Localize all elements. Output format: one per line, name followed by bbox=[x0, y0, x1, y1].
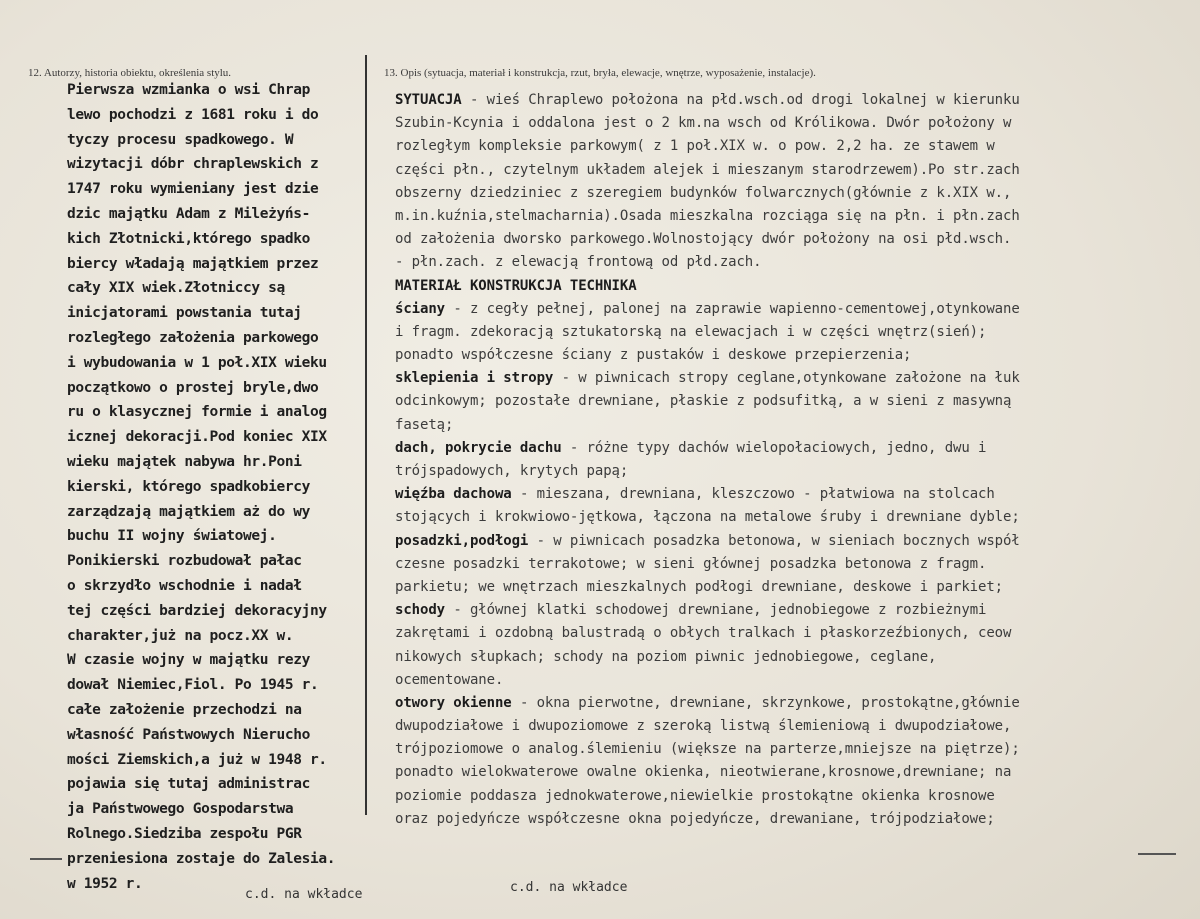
section-heading: dach, pokrycie dachu bbox=[395, 439, 562, 456]
description-text: - różne typy dachów wielopołaciowych, jedno, dwu i bbox=[561, 439, 987, 456]
section-heading: posadzki,podłogi bbox=[395, 532, 529, 549]
history-text-line: o skrzydło wschodnie i nadał bbox=[67, 577, 302, 594]
description-text-line bbox=[395, 89, 1185, 112]
history-text-line: 1747 roku wymieniany jest dzie bbox=[67, 181, 319, 198]
section-heading: otwory okienne bbox=[395, 694, 512, 711]
description-text: oraz pojedyńcze współczesne okna pojedyńcze, drewaniane, trójpodziałowe; bbox=[395, 810, 995, 827]
description-text-line bbox=[395, 553, 1185, 576]
description-text: m.in.kuźnia,stelmacharnia).Osada mieszkalna rozciąga się na płn. i płn.zach bbox=[395, 207, 1020, 224]
history-text-line: dzic majątku Adam z Mileżyńs- bbox=[67, 205, 311, 222]
history-text-line: w 1952 r. bbox=[67, 875, 143, 892]
left-column-header: 12. Autorzy, historia obiektu, określenia stylu. bbox=[28, 67, 232, 79]
description-text: trójpoziomowe o analog.ślemieniu (większe na parterze,mniejsze na piętrze); bbox=[395, 741, 1020, 758]
history-text-line: inicjatorami powstania tutaj bbox=[67, 305, 302, 322]
description-text-line bbox=[395, 228, 1185, 251]
history-text-line: rozległego założenia parkowego bbox=[67, 329, 319, 346]
description-text: - z cegły pełnej, palonej na zaprawie wapienno-cementowej,otynkowane bbox=[444, 300, 1020, 317]
history-text-line: początkowo o prostej bryle,dwo bbox=[67, 379, 319, 396]
history-text-line: przeniesiona zostaje do Zalesia. bbox=[67, 850, 336, 867]
description-text-line bbox=[395, 761, 1185, 784]
description-text-line bbox=[395, 483, 1185, 506]
section-heading: więźba dachowa bbox=[395, 486, 512, 503]
section-heading: MATERIAŁ KONSTRUKCJA TECHNIKA bbox=[395, 277, 637, 294]
description-text-line bbox=[395, 275, 1185, 298]
description-text-line bbox=[395, 182, 1185, 205]
history-text-line: pojawia się tutaj administrac bbox=[67, 776, 311, 793]
section-heading: sklepienia i stropy bbox=[395, 370, 554, 387]
history-text-line: buchu II wojny światowej. bbox=[67, 528, 277, 545]
history-text-line: wizytacji dóbr chraplewskich z bbox=[67, 156, 319, 173]
description-text-line bbox=[395, 808, 1185, 831]
description-text: parkietu; we wnętrzach mieszkalnych podłogi drewniane, deskowe i parkiet; bbox=[395, 578, 1003, 595]
right-margin-dash bbox=[1138, 853, 1176, 855]
right-column-header: 13. Opis (sytuacja, materiał i konstrukcja, rzut, bryła, elewacje, wnętrze, wyposażenie, instalacje). bbox=[384, 67, 816, 79]
description-text-line bbox=[395, 321, 1185, 344]
description-text: nikowych słupkach; schody na poziom piwnic jednobiegowe, ceglane, bbox=[395, 648, 937, 665]
description-text: części płn., czytelnym układem alejek i mieszanym starodrzewem).Po str.zach bbox=[395, 161, 1020, 178]
description-text-line bbox=[395, 785, 1185, 808]
history-text-line: lewo pochodzi z 1681 roku i do bbox=[67, 106, 319, 123]
description-text-line bbox=[395, 530, 1185, 553]
description-text: czesne posadzki terrakotowe; w sieni głównej posadzka betonowa z fragm. bbox=[395, 555, 987, 572]
description-text-line bbox=[395, 344, 1185, 367]
description-text-line bbox=[395, 437, 1185, 460]
history-column bbox=[67, 78, 377, 896]
description-text: Szubin-Kcynia i oddalona jest o 2 km.na wsch od Królikowa. Dwór położony w bbox=[395, 115, 1012, 132]
description-text: ponadto wielokwaterowe owalne okienka, nieotwierane,krosnowe,drewniane; na bbox=[395, 764, 1012, 781]
description-text-line bbox=[395, 414, 1185, 437]
history-text-line: W czasie wojny w majątku rezy bbox=[67, 652, 311, 669]
description-text: - płn.zach. z elewacją frontową od płd.zach. bbox=[395, 254, 762, 271]
description-column bbox=[395, 89, 1185, 831]
description-text: - w piwnicach stropy ceglane,otynkowane założone na łuk bbox=[553, 370, 1020, 387]
description-text-line bbox=[395, 646, 1185, 669]
history-text-line: tyczy procesu spadkowego. W bbox=[67, 131, 294, 148]
history-text-line: zarządzają majątkiem aż do wy bbox=[67, 503, 311, 520]
section-heading: ściany bbox=[395, 300, 445, 317]
description-text: rozległym kompleksie parkowym( z 1 poł.XIX w. o pow. 2,2 ha. ze stawem w bbox=[395, 138, 995, 155]
history-text-line: własność Państwowych Nierucho bbox=[67, 726, 311, 743]
description-text: i fragm. zdekoracją sztukatorską na elewacjach i w części wnętrz(sień); bbox=[395, 323, 987, 340]
history-text-line: Ponikierski rozbudował pałac bbox=[67, 553, 302, 570]
description-text: zakrętami i ozdobną balustradą o obłych tralkach i płaskorzeźbionych, ceow bbox=[395, 625, 1012, 642]
description-text-line bbox=[395, 390, 1185, 413]
description-text: ocementowane. bbox=[395, 671, 504, 688]
description-text-line bbox=[395, 669, 1185, 692]
description-text: dwupodziałowe i dwupoziomowe z szeroką listwą ślemieniową i dwupodziałowe, bbox=[395, 718, 1012, 735]
description-text-line bbox=[395, 715, 1185, 738]
history-text-line: icznej dekoracji.Pod koniec XIX bbox=[67, 429, 327, 446]
history-text-line: cały XIX wiek.Złotniccy są bbox=[67, 280, 285, 297]
description-text: - w piwnicach posadzka betonowa, w sieniach bocznych współ bbox=[528, 532, 1020, 549]
section-heading: SYTUACJA bbox=[395, 92, 462, 108]
description-text: poziomie poddasza jednokwaterowe,niewielkie prostokątne okienka krosnowe bbox=[395, 787, 995, 804]
description-text-line bbox=[395, 460, 1185, 483]
history-text-line: dował Niemiec,Fiol. Po 1945 r. bbox=[67, 677, 319, 694]
description-text: fasetą; bbox=[395, 416, 454, 433]
description-text-line bbox=[395, 576, 1185, 599]
description-text-line bbox=[395, 692, 1185, 715]
description-text-line bbox=[395, 112, 1185, 135]
history-text-line: mości Ziemskich,a już w 1948 r. bbox=[67, 751, 327, 768]
left-margin-dash bbox=[30, 858, 62, 860]
history-text-line: Rolnego.Siedziba zespołu PGR bbox=[67, 825, 302, 842]
history-text-line: wieku majątek nabywa hr.Poni bbox=[67, 453, 302, 470]
description-text-line bbox=[395, 622, 1185, 645]
history-text-line: ja Państwowego Gospodarstwa bbox=[67, 801, 294, 818]
description-text-line bbox=[395, 205, 1185, 228]
history-text-line: biercy władają majątkiem przez bbox=[67, 255, 319, 272]
description-text-line bbox=[395, 159, 1185, 182]
description-text: stojących i krokwiowo-jętkowa, łączona na metalowe śruby i drewniane dyble; bbox=[395, 509, 1020, 526]
history-text-line: tej części bardziej dekoracyjny bbox=[67, 602, 327, 619]
history-text-line: kierski, którego spadkobiercy bbox=[67, 478, 311, 495]
history-text-line: i wybudowania w 1 poł.XIX wieku bbox=[67, 354, 327, 371]
description-text: obszerny dziedziniec z szeregiem budynków folwarcznych(głównie z k.XIX w., bbox=[395, 184, 1012, 201]
description-text-line bbox=[395, 599, 1185, 622]
description-text: - okna pierwotne, drewniane, skrzynkowe, prostokątne,głównie bbox=[511, 694, 1020, 711]
history-text-line: Pierwsza wzmianka o wsi Chrap bbox=[67, 82, 311, 98]
description-text: ponadto współczesne ściany z pustaków i deskowe przepierzenia; bbox=[395, 347, 912, 364]
right-continued-note: c.d. na wkładce bbox=[510, 880, 628, 895]
section-heading: schody bbox=[395, 602, 445, 619]
description-text-line bbox=[395, 251, 1185, 274]
left-continued-note: c.d. na wkładce bbox=[245, 887, 363, 902]
description-text-line bbox=[395, 367, 1185, 390]
description-text: trójspadowych, krytych papą; bbox=[395, 463, 629, 479]
history-text-line: całe założenie przechodzi na bbox=[67, 701, 302, 718]
history-text-line: ru o klasycznej formie i analog bbox=[67, 404, 327, 421]
description-text-line bbox=[395, 298, 1185, 321]
history-text-line: charakter,już na pocz.XX w. bbox=[67, 627, 294, 644]
description-text: - mieszana, drewniana, kleszczowo - płatwiowa na stolcach bbox=[511, 486, 995, 503]
description-text: - głównej klatki schodowej drewniane, jednobiegowe z rozbieżnymi bbox=[444, 602, 987, 619]
description-text-line bbox=[395, 135, 1185, 158]
description-text: od założenia dworsko parkowego.Wolnostojący dwór położony na osi płd.wsch. bbox=[395, 231, 1012, 248]
description-text-line bbox=[395, 738, 1185, 761]
description-text-line bbox=[395, 506, 1185, 529]
description-text: odcinkowym; pozostałe drewniane, płaskie z podsufitką, a w sieni z masywną bbox=[395, 393, 1012, 410]
description-text: - wieś Chraplewo położona na płd.wsch.od drogi lokalnej w kierunku bbox=[461, 92, 1020, 108]
history-text-line: kich Złotnicki,którego spadko bbox=[67, 230, 311, 247]
